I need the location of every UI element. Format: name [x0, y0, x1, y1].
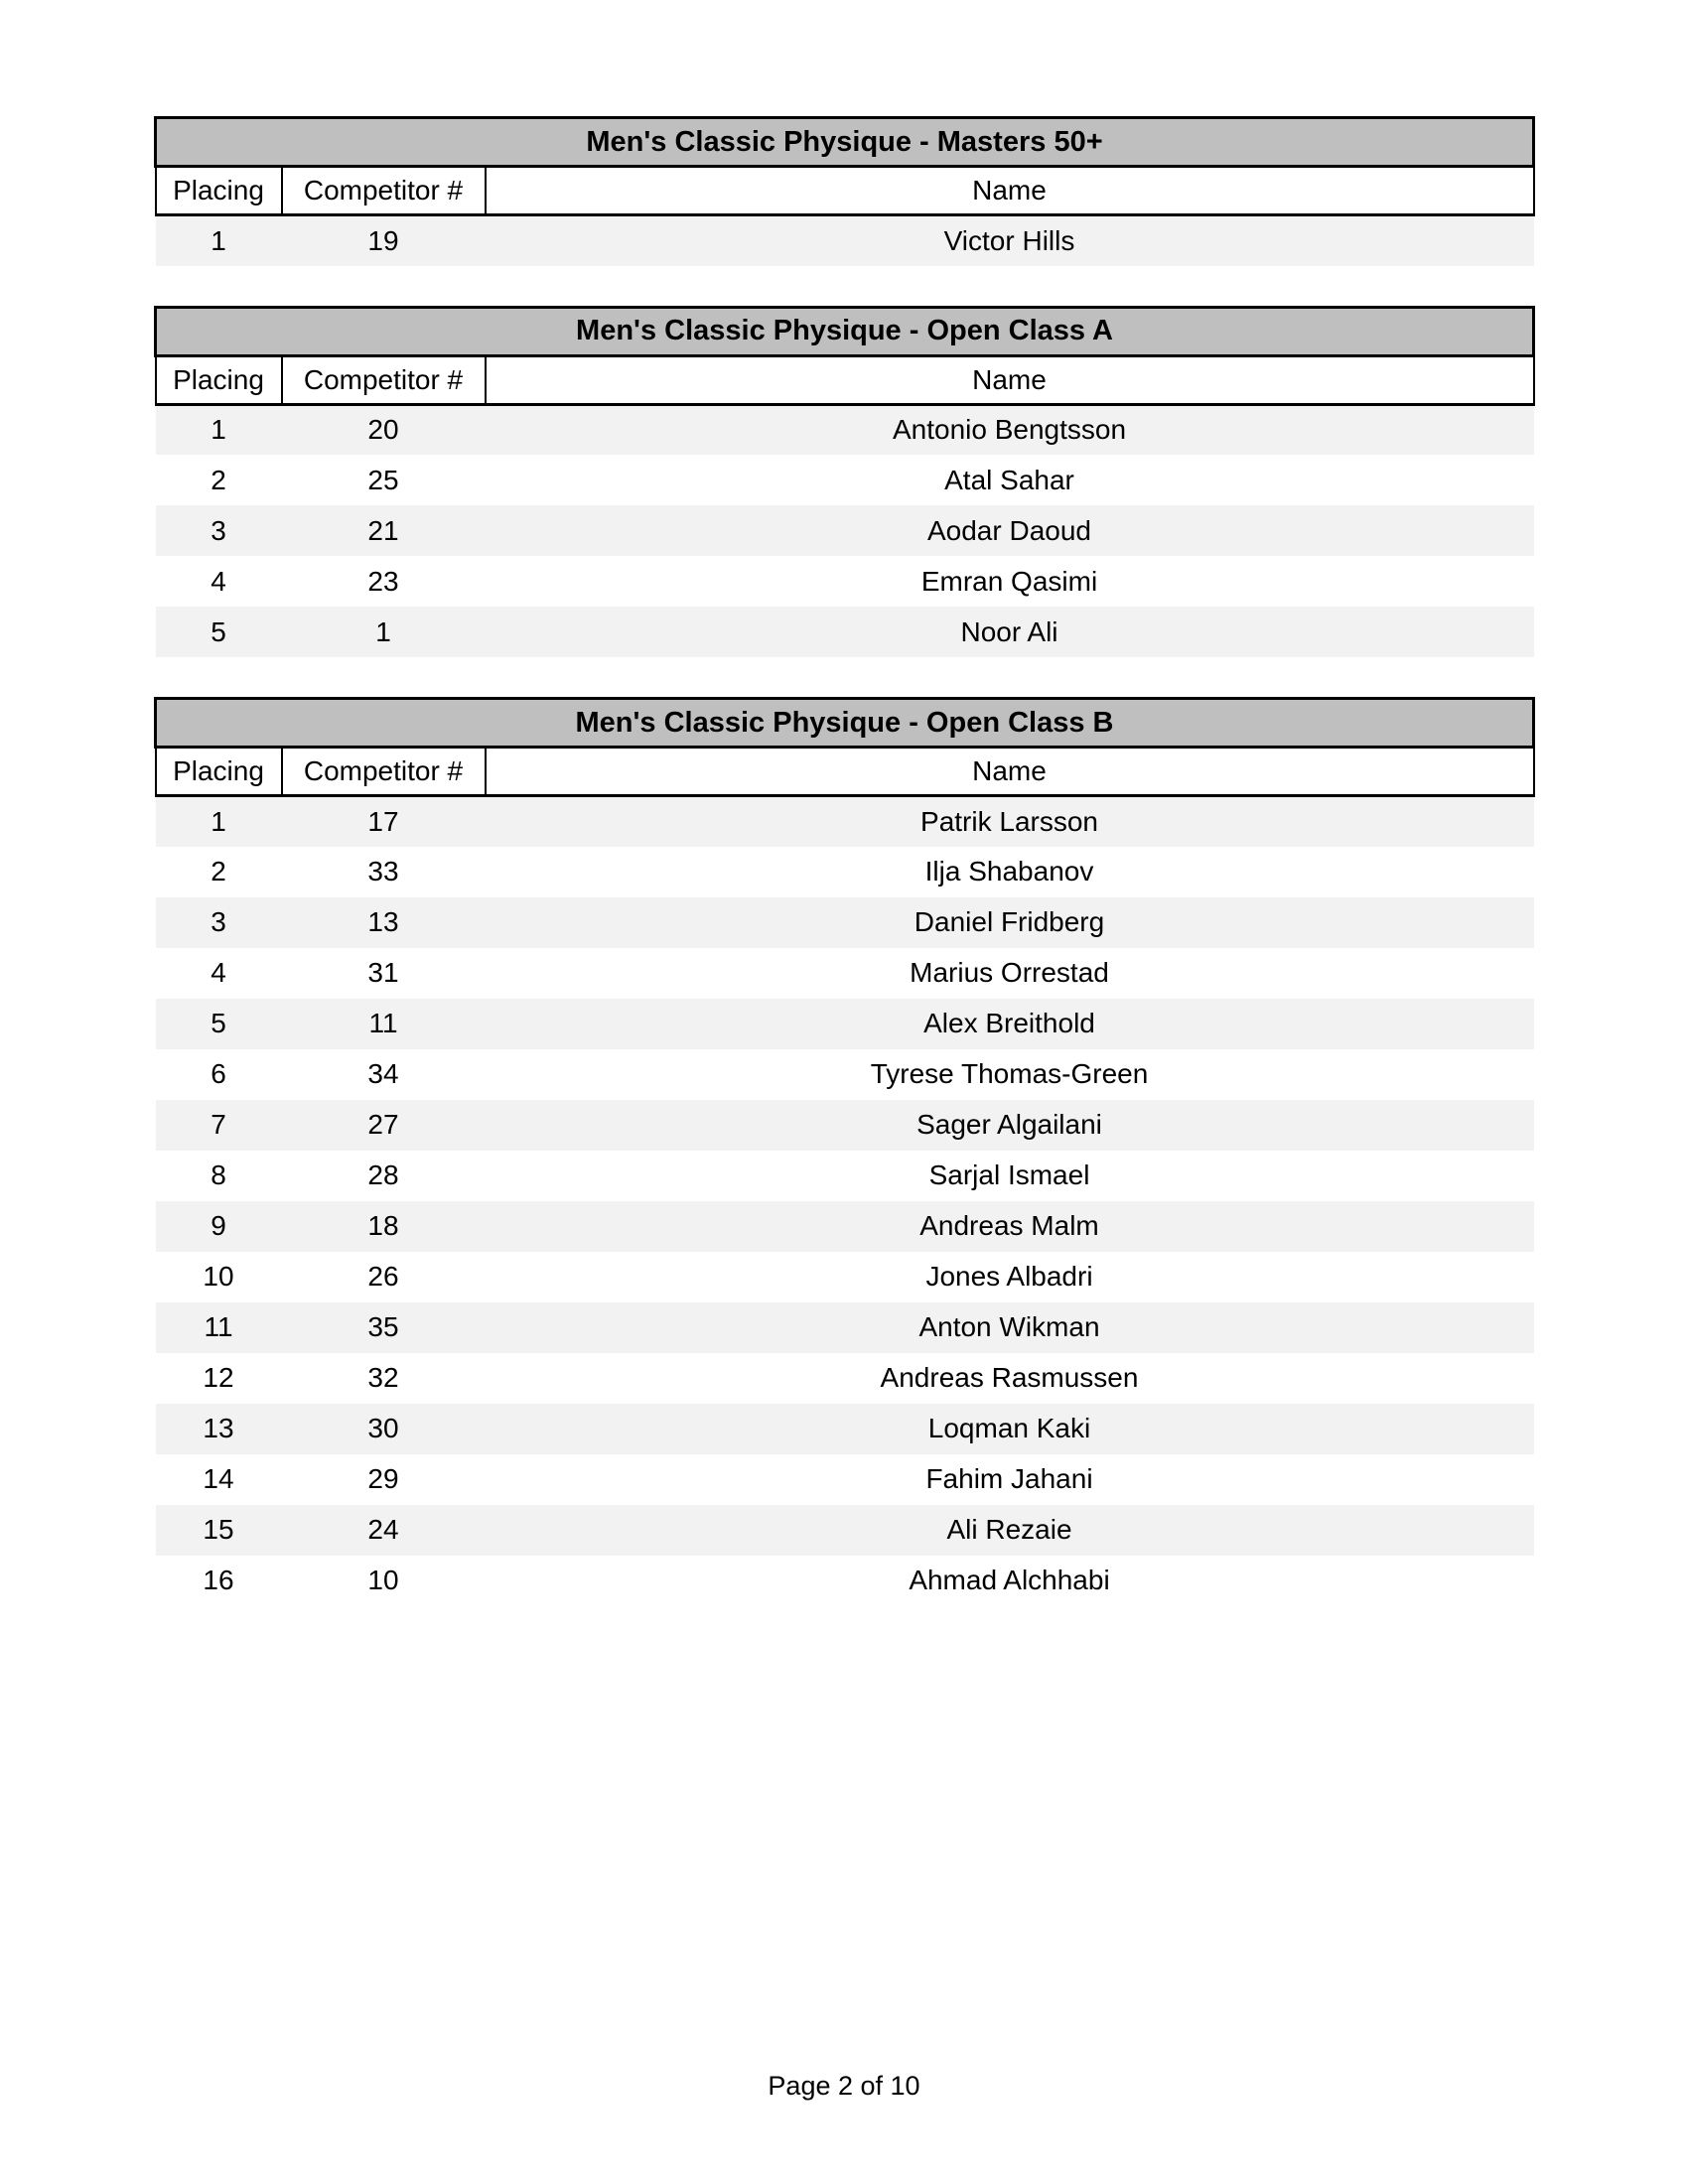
- table-row: [156, 1252, 1534, 1302]
- column-header-competitor: Competitor #: [282, 167, 486, 215]
- column-header-placing: Placing: [156, 748, 282, 796]
- column-header-name: Name: [486, 167, 1534, 215]
- competitor-name-cell: Aodar Daoud: [486, 505, 1534, 556]
- table-row: [156, 1404, 1534, 1454]
- table-row: [156, 404, 1534, 455]
- table-row: [156, 1556, 1534, 1606]
- page-footer: Page 2 of 10: [768, 2071, 920, 2101]
- competitor-name-cell: Marius Orrestad: [910, 957, 1109, 988]
- placing-cell: 3: [156, 897, 282, 948]
- competitor-number-cell: 33: [367, 856, 399, 887]
- table-row: [156, 455, 1534, 505]
- table-row: [156, 1151, 1534, 1201]
- competitor-number-cell: 28: [367, 1160, 399, 1190]
- column-header-competitor: Competitor #: [282, 748, 486, 796]
- table-title: Men's Classic Physique - Masters 50+: [156, 118, 1534, 167]
- competitor-number-cell: 21: [282, 505, 486, 556]
- placing-cell: 10: [203, 1261, 234, 1292]
- competitor-name-cell: Fahim Jahani: [925, 1463, 1093, 1494]
- table-row: [156, 1302, 1534, 1353]
- table-row: [156, 556, 1534, 607]
- placing-cell: 12: [203, 1362, 234, 1393]
- competitor-number-cell: 18: [282, 1201, 486, 1252]
- table-row: [156, 1505, 1534, 1556]
- placing-cell: 8: [211, 1160, 226, 1190]
- placing-cell: 3: [156, 505, 282, 556]
- competitor-name-cell: Andreas Malm: [486, 1201, 1534, 1252]
- table-row: [156, 1353, 1534, 1404]
- placing-cell: 11: [156, 1302, 282, 1353]
- placing-cell: 5: [156, 607, 282, 657]
- placing-cell: 4: [211, 957, 226, 988]
- competitor-number-cell: 35: [282, 1302, 486, 1353]
- competitor-name-cell: Alex Breithold: [486, 999, 1534, 1049]
- placing-cell: 1: [156, 404, 282, 455]
- competitor-number-cell: 26: [367, 1261, 399, 1292]
- competitor-number-cell: 17: [282, 796, 486, 847]
- placing-cell: 9: [156, 1201, 282, 1252]
- results-table: [154, 116, 1535, 266]
- placing-cell: 2: [211, 464, 226, 495]
- competitor-name-cell: Victor Hills: [486, 215, 1534, 266]
- table-title-row: [156, 118, 1534, 167]
- competitor-number-cell: 10: [367, 1565, 399, 1595]
- competitor-number-cell: 34: [367, 1058, 399, 1089]
- table-row: [156, 215, 1534, 266]
- table-title: Men's Classic Physique - Open Class B: [156, 699, 1534, 748]
- table-title-row: [156, 699, 1534, 748]
- competitor-name-cell: Andreas Rasmussen: [880, 1362, 1139, 1393]
- table-row: [156, 607, 1534, 657]
- column-header-placing: Placing: [156, 167, 282, 215]
- table-row: [156, 897, 1534, 948]
- competitor-name-cell: Loqman Kaki: [486, 1404, 1534, 1454]
- placing-cell: 14: [203, 1463, 234, 1494]
- table-row: [156, 1100, 1534, 1151]
- placing-cell: 16: [203, 1565, 234, 1595]
- competitor-number-cell: 23: [367, 565, 399, 597]
- placing-cell: 13: [156, 1404, 282, 1454]
- competitor-number-cell: 11: [282, 999, 486, 1049]
- table-row: [156, 1201, 1534, 1252]
- table-row: [156, 948, 1534, 999]
- table-row: [156, 796, 1534, 847]
- placing-cell: 5: [156, 999, 282, 1049]
- table-title-row: [156, 307, 1534, 355]
- competitor-number-cell: 25: [367, 464, 399, 495]
- competitor-number-cell: 19: [282, 215, 486, 266]
- tables-container: [154, 116, 1535, 1646]
- results-table: [154, 697, 1535, 1606]
- placing-cell: 1: [156, 215, 282, 266]
- table-row: [156, 505, 1534, 556]
- competitor-name-cell: Daniel Fridberg: [486, 897, 1534, 948]
- competitor-number-cell: 1: [282, 607, 486, 657]
- competitor-name-cell: Antonio Bengtsson: [486, 404, 1534, 455]
- column-header-row: [156, 355, 1534, 404]
- competitor-number-cell: 30: [282, 1404, 486, 1454]
- competitor-number-cell: 27: [282, 1100, 486, 1151]
- table-row: [156, 999, 1534, 1049]
- competitor-name-cell: Patrik Larsson: [486, 796, 1534, 847]
- competitor-name-cell: Tyrese Thomas-Green: [870, 1058, 1149, 1089]
- competitor-number-cell: 31: [367, 957, 399, 988]
- column-header-row: [156, 167, 1534, 215]
- competitor-number-cell: 24: [282, 1505, 486, 1556]
- table-row: [156, 1049, 1534, 1100]
- competitor-name-cell: Noor Ali: [486, 607, 1534, 657]
- competitor-name-cell: Ali Rezaie: [486, 1505, 1534, 1556]
- competitor-name-cell: Ilja Shabanov: [924, 856, 1094, 887]
- placing-cell: 1: [156, 796, 282, 847]
- placing-cell: 15: [156, 1505, 282, 1556]
- competitor-name-cell: Jones Albadri: [925, 1261, 1093, 1292]
- column-header-name: Name: [486, 355, 1534, 404]
- table-title: Men's Classic Physique - Open Class A: [156, 307, 1534, 355]
- competitor-name-cell: Emran Qasimi: [920, 565, 1098, 597]
- competitor-name-cell: Sager Algailani: [486, 1100, 1534, 1151]
- competitor-number-cell: 13: [282, 897, 486, 948]
- column-header-row: [156, 748, 1534, 796]
- column-header-competitor: Competitor #: [282, 355, 486, 404]
- competitor-name-cell: Ahmad Alchhabi: [909, 1565, 1110, 1595]
- placing-cell: 6: [211, 1058, 226, 1089]
- column-header-placing: Placing: [156, 355, 282, 404]
- placing-cell: 4: [211, 565, 226, 597]
- competitor-number-cell: 20: [282, 404, 486, 455]
- table-row: [156, 847, 1534, 897]
- competitor-number-cell: 29: [367, 1463, 399, 1494]
- placing-cell: 7: [156, 1100, 282, 1151]
- competitor-name-cell: Sarjal Ismael: [928, 1160, 1090, 1190]
- competitor-name-cell: Atal Sahar: [944, 464, 1074, 495]
- column-header-name: Name: [486, 748, 1534, 796]
- table-row: [156, 1454, 1534, 1505]
- placing-cell: 2: [211, 856, 226, 887]
- competitor-name-cell: Anton Wikman: [486, 1302, 1534, 1353]
- competitor-number-cell: 32: [367, 1362, 399, 1393]
- results-table: [154, 306, 1535, 658]
